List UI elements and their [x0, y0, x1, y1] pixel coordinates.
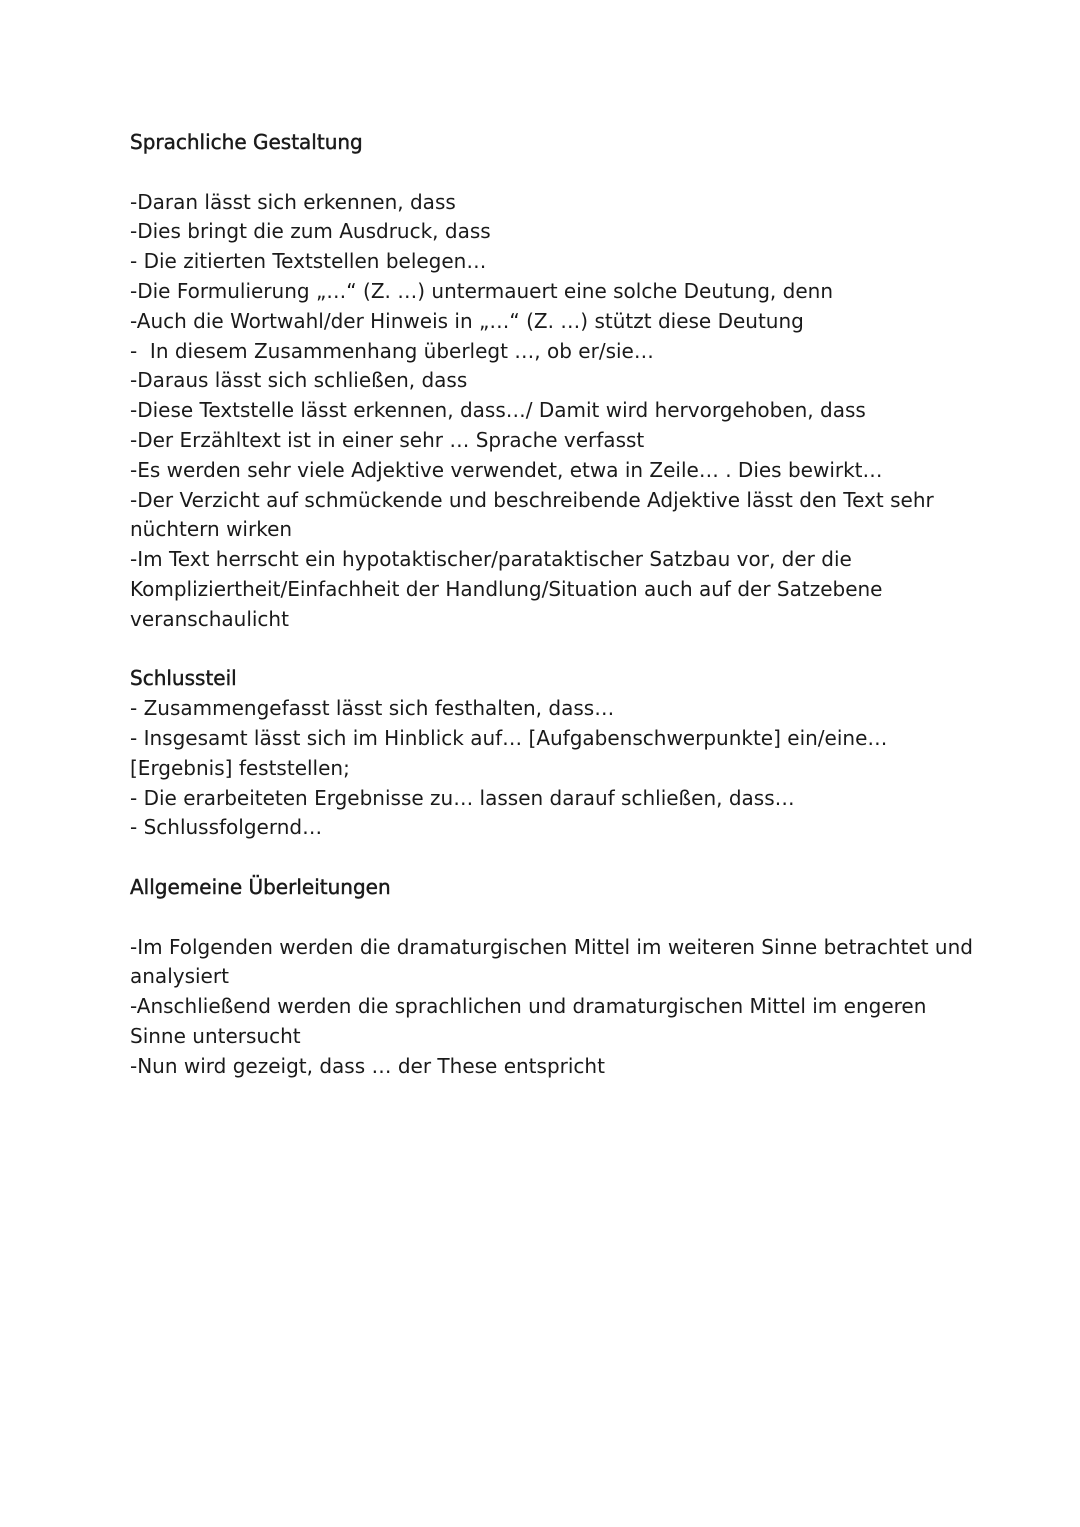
blank-line: [130, 903, 1010, 933]
text-line: -Anschließend werden die sprachlichen und dramaturgischen Mittel im engeren: [130, 994, 927, 1019]
text-line: nüchtern wirken: [130, 517, 293, 542]
text-line: - Die erarbeiteten Ergebnisse zu… lassen darauf schließen, dass…: [130, 785, 795, 810]
text-line: analysiert: [130, 964, 229, 989]
text-line: -Daran lässt sich erkennen, dass: [130, 189, 456, 214]
text-line: - In diesem Zusammenhang überlegt …, ob er/sie…: [130, 338, 654, 363]
blank-line: [130, 843, 1010, 873]
text-line: -Es werden sehr viele Adjektive verwendet, etwa in Zeile… . Dies bewirkt…: [130, 457, 883, 482]
text-line: - Die zitierten Textstellen belegen…: [130, 249, 487, 274]
text-line: -Die Formulierung „…“ (Z. …) untermauert eine solche Deutung, denn: [130, 278, 833, 303]
text-line: Kompliziertheit/Einfachheit der Handlung/Situation auch auf der Satzebene: [130, 576, 883, 601]
text-line: Sinne untersucht: [130, 1023, 301, 1048]
text-line: [Ergebnis] feststellen;: [130, 755, 350, 780]
text-line: -Der Verzicht auf schmückende und beschreibende Adjektive lässt den Text sehr: [130, 487, 934, 512]
text-line: -Auch die Wortwahl/der Hinweis in „…“ (Z. …) stützt diese Deutung: [130, 308, 804, 333]
section-heading: Schlussteil: [130, 666, 237, 691]
text-line: -Daraus lässt sich schließen, dass: [130, 368, 468, 393]
text-line: - Zusammengefasst lässt sich festhalten, dass…: [130, 696, 615, 721]
text-line: -Dies bringt die zum Ausdruck, dass: [130, 219, 491, 244]
text-line: veranschaulicht: [130, 606, 289, 631]
section-schlussteil: [130, 664, 1010, 843]
text-line: - Insgesamt lässt sich im Hinblick auf… [Aufgabenschwerpunkte] ein/eine…: [130, 725, 888, 750]
blank-line: [130, 635, 1010, 665]
section-sprachliche-gestaltung: [130, 128, 1010, 635]
section-allgemeine-ueberleitungen: [130, 873, 1010, 1082]
blank-line: [130, 158, 1010, 188]
text-line: -Der Erzähltext ist in einer sehr … Sprache verfasst: [130, 427, 645, 452]
text-line: -Im Folgenden werden die dramaturgischen Mittel im weiteren Sinne betrachtet und: [130, 934, 973, 959]
section-heading: Allgemeine Überleitungen: [130, 874, 391, 899]
text-line: -Diese Textstelle lässt erkennen, dass…/ Damit wird hervorgehoben, dass: [130, 398, 866, 423]
document-content: [130, 128, 1010, 1082]
text-line: -Nun wird gezeigt, dass … der These entspricht: [130, 1053, 605, 1078]
text-line: - Schlussfolgernd…: [130, 815, 323, 840]
section-heading: Sprachliche Gestaltung: [130, 130, 363, 154]
text-line: -Im Text herrscht ein hypotaktischer/parataktischer Satzbau vor, der die: [130, 547, 852, 572]
